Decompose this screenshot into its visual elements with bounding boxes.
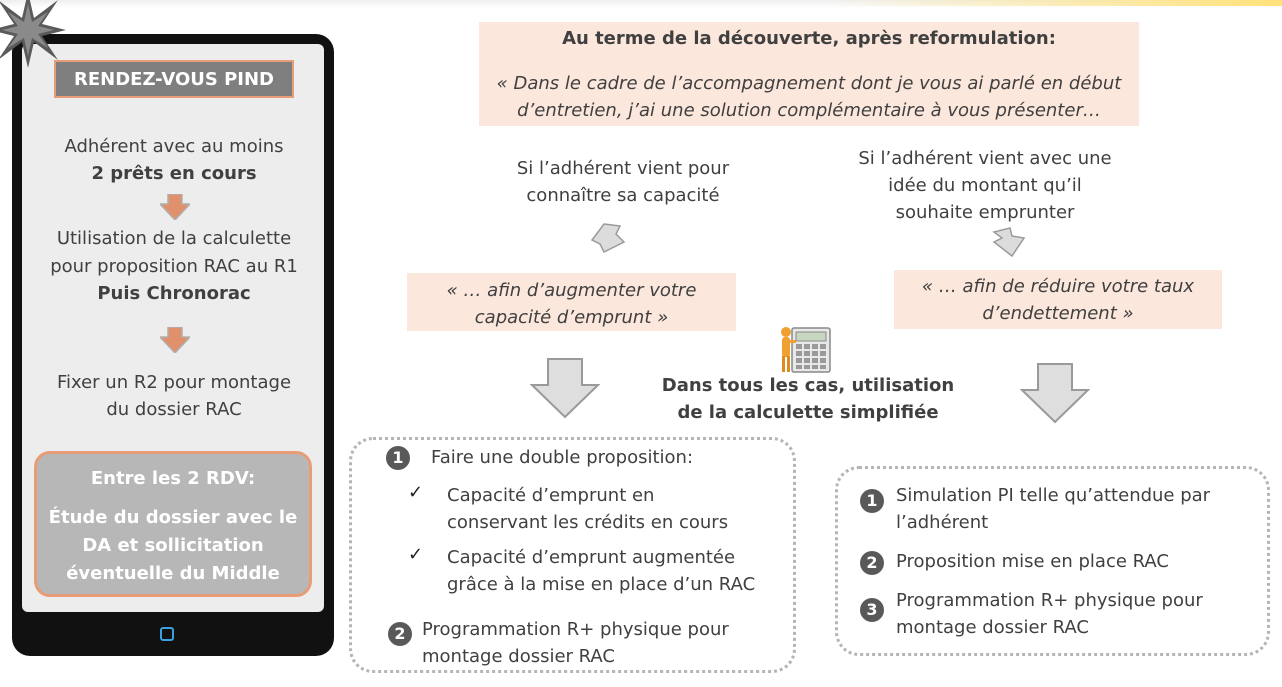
center-note-line1: Dans tous les cas, utilisation: [661, 375, 955, 396]
left-condition-line1: Si l’adhérent vient pour: [516, 158, 730, 179]
between-line2: DA et sollicitation: [82, 535, 264, 556]
step2-line2: pour proposition RAC au R1: [50, 256, 298, 277]
down-arrow-icon: [160, 194, 190, 220]
right-quote-box: [894, 270, 1222, 329]
left-quote-line2: capacité d’emprunt »: [474, 307, 669, 328]
right-programmation-line1: Programmation R+ physique pour: [896, 590, 1203, 611]
check-icon: ✓: [408, 544, 424, 565]
step3-line1: Fixer un R2 pour montage: [56, 372, 292, 393]
right-condition-line2: idée du montant qu’il: [888, 175, 1082, 196]
banner-quote-line1: « Dans le cadre de l’accompagnement dont je vous ai parlé en début: [496, 73, 1122, 94]
step-number-badge: 1: [386, 446, 410, 470]
banner-quote: [479, 70, 1139, 124]
step2-line3: Puis Chronorac: [97, 283, 251, 304]
down-arrow-icon: [160, 327, 190, 353]
left-programmation-line2: montage dossier RAC: [422, 646, 615, 667]
between-line3: éventuelle du Middle: [66, 563, 280, 584]
left-condition-line2: connaître sa capacité: [526, 185, 720, 206]
double-proposal-title: Faire une double proposition:: [431, 447, 694, 468]
check1-line1: Capacité d’emprunt en: [447, 485, 655, 506]
check2-line2: grâce à la mise en place d’un RAC: [447, 574, 756, 595]
step-number-badge: 3: [860, 598, 884, 622]
step1-line2: 2 prêts en cours: [91, 163, 257, 184]
between-meetings-box: [34, 451, 312, 597]
simulation-line1: Simulation PI telle qu’attendue par: [896, 485, 1211, 506]
check1-text: [447, 482, 728, 536]
right-condition: [835, 145, 1135, 226]
right-programmation-text: [896, 587, 1203, 641]
left-programmation-line1: Programmation R+ physique pour: [422, 619, 729, 640]
step-number-badge: 2: [388, 622, 412, 646]
step2-line1: Utilisation de la calculette: [56, 228, 292, 249]
proposition-text: Proposition mise en place RAC: [896, 551, 1169, 572]
down-arrow-icon: [530, 357, 600, 419]
left-quote-box: [407, 273, 736, 331]
right-quote-line1: « … afin de réduire votre taux: [921, 276, 1195, 297]
simulation-line2: l’adhérent: [896, 512, 989, 533]
down-arrow-icon: [590, 222, 626, 256]
home-button-icon: [160, 627, 174, 641]
check2-line1: Capacité d’emprunt augmentée: [447, 547, 736, 568]
check1-line2: conservant les crédits en cours: [447, 512, 729, 533]
right-quote-line2: d’endettement »: [982, 303, 1134, 324]
step-number-badge: 1: [860, 489, 884, 513]
left-condition: [478, 155, 768, 209]
right-condition-line3: souhaite emprunter: [895, 202, 1075, 223]
banner-quote-line2: d’entretien, j’ai une solution complémentaire à vous présenter…: [517, 100, 1101, 121]
center-note-line2: de la calculette simplifiée: [677, 402, 939, 423]
banner-title: Au terme de la découverte, après reformulation:: [562, 28, 1056, 49]
center-note: [660, 372, 956, 426]
simulation-text: [896, 482, 1210, 536]
right-condition-line1: Si l’adhérent vient avec une: [858, 148, 1112, 169]
gold-accent-strip: [830, 0, 1282, 6]
right-programmation-line2: montage dossier RAC: [896, 617, 1089, 638]
down-arrow-icon: [990, 226, 1026, 260]
left-quote-line1: « … afin d’augmenter votre: [446, 280, 697, 301]
step-number-badge: 2: [860, 551, 884, 575]
check-icon: ✓: [408, 482, 424, 503]
calculator-person-icon: [776, 324, 834, 376]
check2-text: [447, 544, 755, 598]
between-line1: Étude du dossier avec le: [48, 507, 298, 528]
rendezvous-badge: RENDEZ-VOUS PIND: [54, 60, 294, 98]
between-title: Entre les 2 RDV:: [90, 468, 256, 489]
down-arrow-icon: [1020, 362, 1090, 424]
step1-line1: Adhérent avec au moins: [64, 136, 284, 157]
left-programmation-text: [422, 616, 729, 670]
step3-line2: du dossier RAC: [106, 399, 242, 420]
